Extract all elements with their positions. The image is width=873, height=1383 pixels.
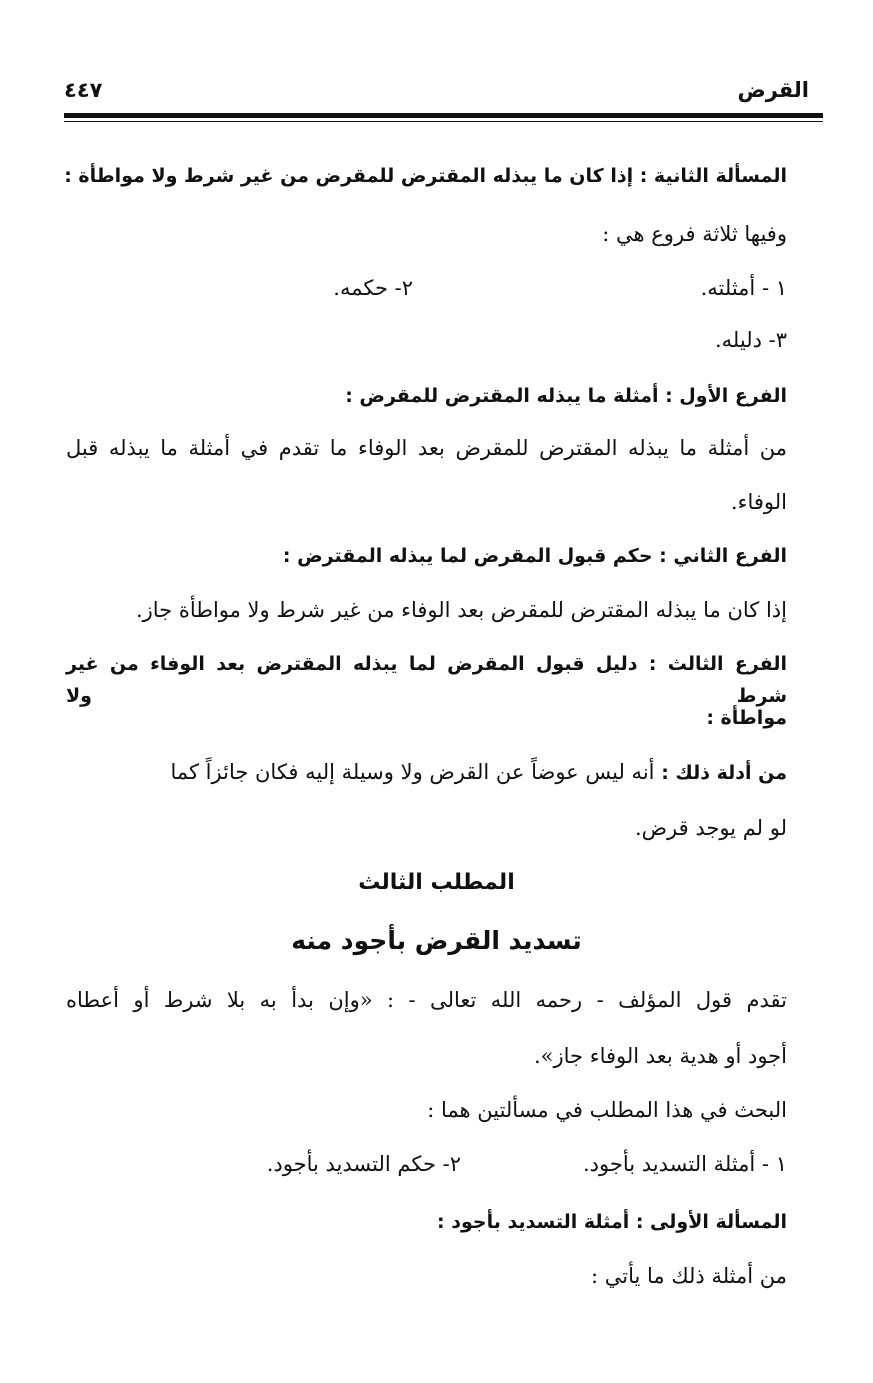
- far3-heading-line2: مواطأة :: [706, 707, 787, 729]
- header-rule-thin: [64, 121, 823, 122]
- evidence-label: من أدلة ذلك :: [661, 762, 787, 784]
- far1-text-line1: من أمثلة ما يبذله المقترض للمقرض بعد الوفاء ما تقدم في أمثلة ما يبذله قبل: [66, 436, 787, 460]
- examples-line: من أمثلة ذلك ما يأتي :: [590, 1264, 787, 1288]
- running-title: القرض: [737, 78, 809, 102]
- list-item-1: ١ - أمثلته.: [700, 276, 787, 300]
- list-item-2: ٢- حكمه.: [333, 276, 413, 300]
- evidence-text: أنه ليس عوضاً عن القرض ولا وسيلة إليه فكان جائزاً كما: [170, 760, 655, 784]
- page-header: [64, 78, 809, 108]
- far1-text-line2: الوفاء.: [730, 490, 787, 514]
- section-title: تسديد القرض بأجود منه: [291, 926, 582, 955]
- evidence-line1: [66, 756, 787, 789]
- far2-heading: الفرع الثاني : حكم قبول المقرض لما يبذله المقترض :: [282, 545, 787, 567]
- list-item-3: ٣- دليله.: [714, 328, 787, 352]
- research-item-1: ١ - أمثلة التسديد بأجود.: [582, 1152, 787, 1176]
- far3-heading-line1: الفرع الثالث : دليل قبول المقرض لما يبذله المقترض بعد الوفاء من غير شرط ولا: [66, 653, 787, 707]
- research-line: البحث في هذا المطلب في مسألتين هما :: [427, 1098, 787, 1122]
- masala2-heading: المسألة الثانية : إذا كان ما يبذله المقترض للمقرض من غير شرط ولا مواطأة :: [64, 165, 787, 187]
- page-number: ٤٤٧: [64, 78, 103, 102]
- intro-line: وفيها ثلاثة فروع هي :: [602, 222, 787, 246]
- far2-text: إذا كان ما يبذله المقترض للمقرض بعد الوفاء من غير شرط ولا مواطأة جاز.: [135, 598, 787, 622]
- section-heading: المطلب الثالث: [358, 870, 515, 895]
- quote-line1: تقدم قول المؤلف - رحمه الله تعالى - : «وإن بدأ به بلا شرط أو أعطاه: [66, 988, 787, 1012]
- header-rule-thick: [64, 113, 823, 118]
- far1-heading: الفرع الأول : أمثلة ما يبذله المقترض للمقرض :: [345, 385, 787, 407]
- research-item-2: ٢- حكم التسديد بأجود.: [266, 1152, 461, 1176]
- quote-line2: أجود أو هدية بعد الوفاء جاز».: [533, 1044, 787, 1068]
- evidence-line2: لو لم يوجد قرض.: [634, 816, 787, 840]
- masala1-heading: المسألة الأولى : أمثلة التسديد بأجود :: [437, 1211, 787, 1233]
